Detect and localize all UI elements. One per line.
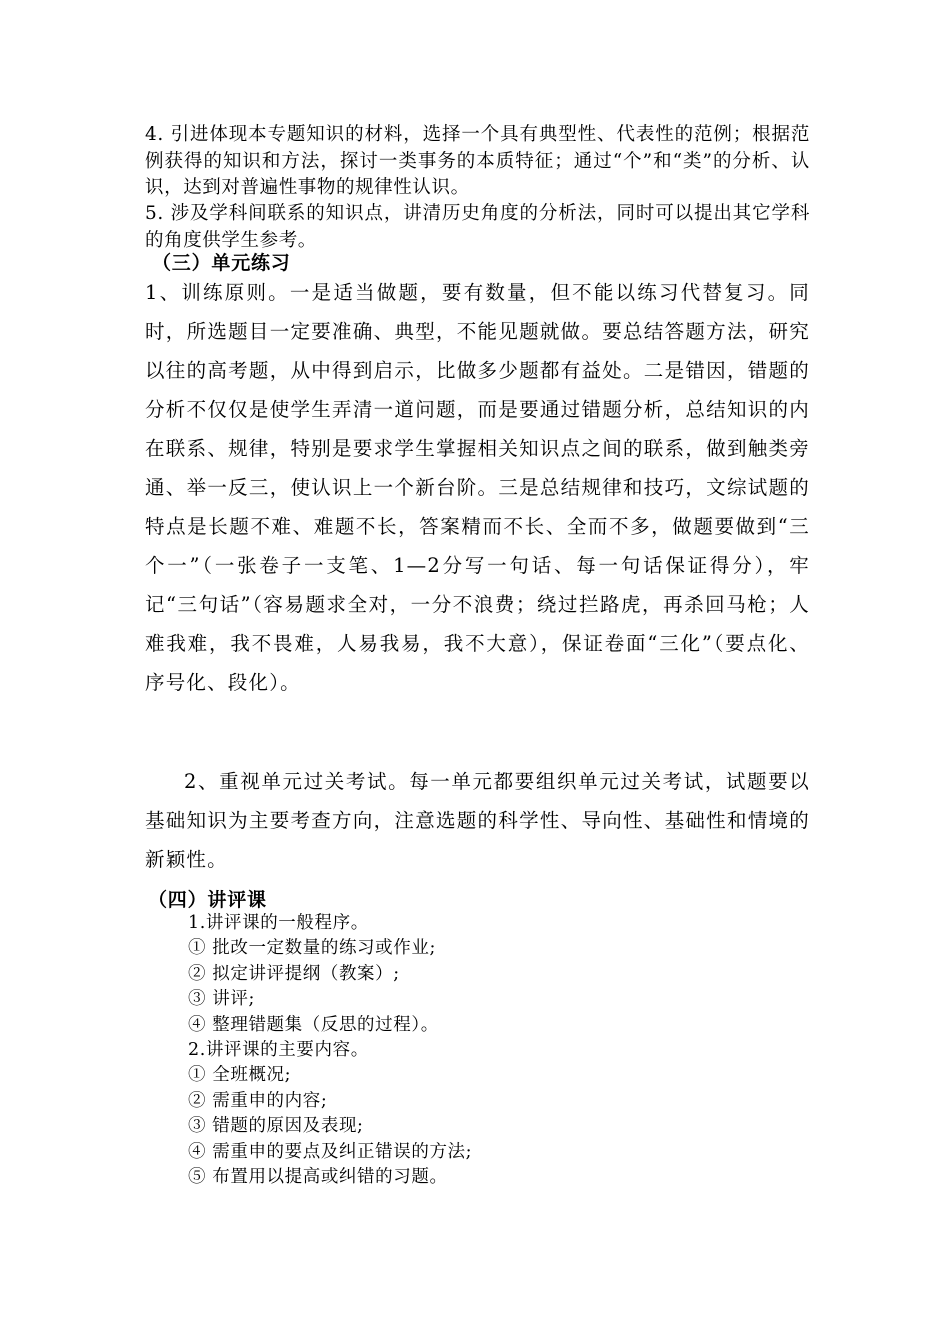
list-item: 2.讲评课的主要内容。 <box>188 1040 369 1061</box>
list-item: ① 全班概况; <box>188 1065 292 1086</box>
list-item: ③ 错题的原因及表现; <box>188 1116 364 1137</box>
list-item: ④ 需重申的要点及纠正错误的方法; <box>188 1141 473 1162</box>
list-item: ③ 讲评; <box>188 989 255 1010</box>
item-5-paragraph <box>145 201 810 254</box>
list-item: 1.讲评课的一般程序。 <box>188 913 369 933</box>
list-item: ② 需重申的内容; <box>188 1090 328 1111</box>
list-item: ② 拟定讲评提纲（教案）; <box>188 963 400 984</box>
section-4-heading: （四）讲评课 <box>148 889 267 911</box>
section-3-para-1 <box>145 273 810 702</box>
item-5-text: 5. 涉及学科间联系的知识点，讲清历史角度的分析法，同时可以提出其它学科的角度供学生参考。 <box>145 203 810 251</box>
section-3-heading: （三）单元练习 <box>152 252 291 274</box>
list-item: ⑤ 布置用以提高或纠错的习题。 <box>188 1167 448 1188</box>
list-item: ① 批改一定数量的练习或作业; <box>188 938 436 959</box>
item-4-text: 4. 引进体现本专题知识的材料，选择一个具有典型性、代表性的范例；根据范例获得的知识和方法，探讨一类事务的本质特征；通过“个”和“类”的分析、认识，达到对普遍性事物的规律性认识。 <box>145 124 810 198</box>
list-item: ④ 整理错题集（反思的过程）。 <box>188 1014 439 1035</box>
section-4-list <box>188 911 808 1190</box>
item-4-paragraph <box>145 122 810 202</box>
section-3-para-2 <box>145 762 810 879</box>
unit-exam-text: 2、重视单元过关考试。每一单元都要组织单元过关考试，试题要以基础知识为主要考查方向，注意选题的科学性、导向性、基础性和情境的新颖性。 <box>145 770 810 871</box>
training-principles-text: 1、训练原则。一是适当做题，要有数量，但不能以练习代替复习。同时，所选题目一定要准确、典型，不能见题就做。要总结答题方法，研究以往的高考题，从中得到启示，比做多少题都有益处。二是错因，错题的分析不仅仅是使学生弄清一道问题，而是要通过错题分析，总结知识的内在联系、规律，特别是要求学生掌握相关知识点之间的联系，做到触类旁通、举一反三，使认识上一个新台阶。三是总结规律和技巧，文综试题的特点是长题不难、难题不长，答案精而不长、全而不多，做题要做到“三个一”（一张卷子一支笔、1—2分写一句话、每一句话保证得分），牢记“三句话”（容易题求全对，一分不浪费；绕过拦路虎，再杀回马枪；人难我难，我不畏难，人易我易，我不大意），保证卷面“三化”（要点化、序号化、段化）。 <box>145 281 810 694</box>
